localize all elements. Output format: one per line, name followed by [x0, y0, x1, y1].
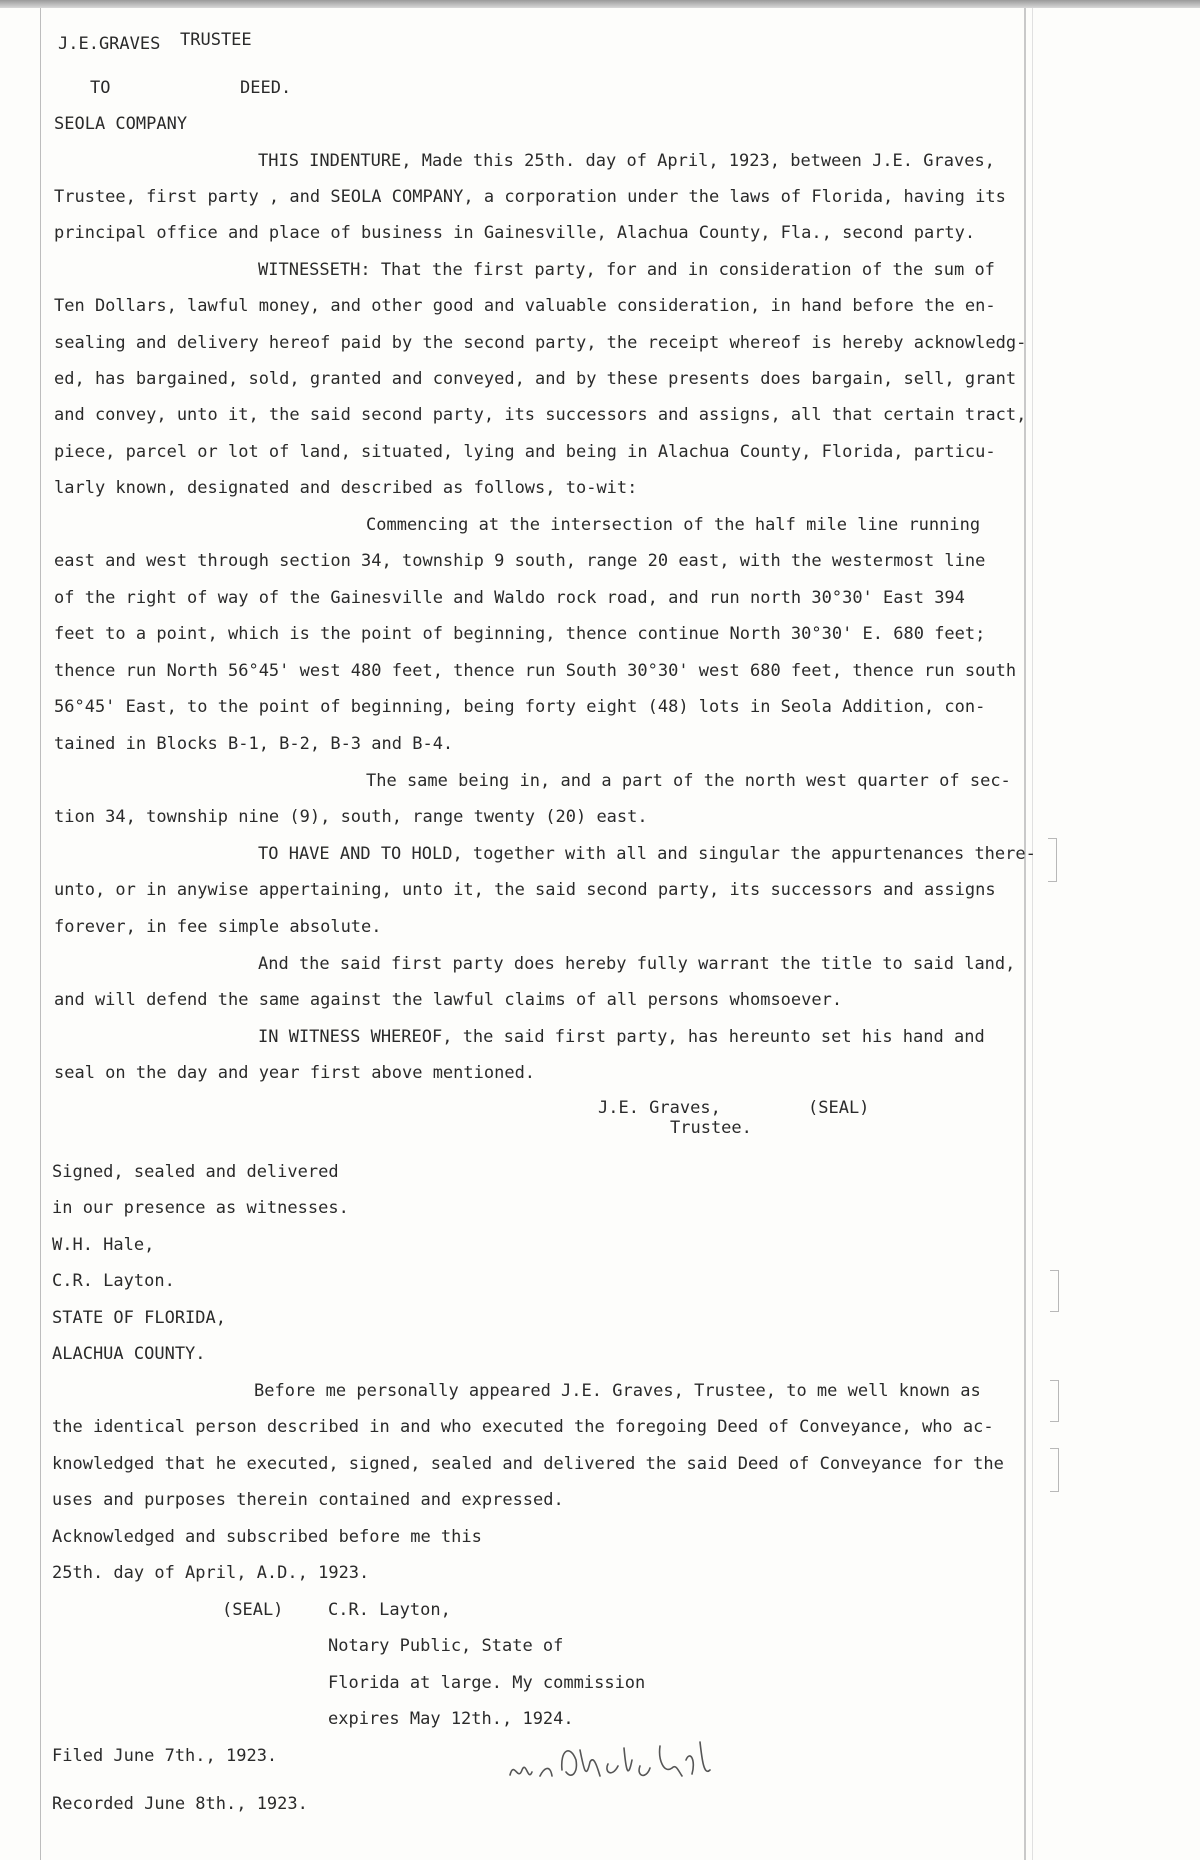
body-line: The same being in, and a part of the north west quarter of sec-: [366, 771, 1011, 791]
body-line: Trustee, first party , and SEOLA COMPANY, a corporation under the laws of Florida, having its: [54, 187, 1006, 207]
body-line: of the right of way of the Gainesville and Waldo rock road, and run north 30°30' East 394: [54, 588, 965, 608]
body-line: larly known, designated and described as follows, to-wit:: [54, 478, 638, 498]
witness-line: ALACHUA COUNTY.: [52, 1344, 206, 1364]
notary-line: Florida at large. My commission: [328, 1673, 646, 1693]
body-line: unto, or in anywise appertaining, unto it, the said second party, its successors and assigns: [54, 880, 996, 900]
top-border: [0, 0, 1200, 8]
body-line: THIS INDENTURE, Made this 25th. day of April, 1923, between J.E. Graves,: [258, 151, 995, 171]
filed-date: Filed June 7th., 1923.: [52, 1746, 278, 1766]
header-to: TO: [90, 78, 111, 98]
notary-seal: (SEAL): [222, 1600, 284, 1620]
header-grantor-role: TRUSTEE: [180, 30, 252, 50]
right-margin-line: [1024, 8, 1026, 1860]
body-line: east and west through section 34, township 9 south, range 20 east, with the westermost line: [54, 551, 986, 571]
header-doc-type: DEED.: [240, 78, 292, 98]
body-line: feet to a point, which is the point of beginning, thence continue North 30°30' E. 680 feet;: [54, 624, 986, 644]
body-line: WITNESSETH: That the first party, for and in consideration of the sum of: [258, 260, 995, 280]
body-line: IN WITNESS WHEREOF, the said first party, has hereunto set his hand and: [258, 1027, 985, 1047]
body-line: ed, has bargained, sold, granted and conveyed, and by these presents does bargain, sell, grant: [54, 369, 1017, 389]
body-line: TO HAVE AND TO HOLD, together with all and singular the appurtenances there-: [258, 844, 1036, 864]
notary-line: C.R. Layton,: [328, 1600, 451, 1620]
body-line: principal office and place of business in Gainesville, Alachua County, Fla., second party.: [54, 223, 976, 243]
signature-title: Trustee.: [670, 1118, 752, 1138]
clerk-signature-image: [500, 1720, 740, 1800]
body-line: tained in Blocks B-1, B-2, B-3 and B-4.: [54, 734, 454, 754]
acknowledgment-line: 25th. day of April, A.D., 1923.: [52, 1563, 370, 1583]
margin-bracket: [1050, 1448, 1059, 1492]
acknowledgment-line: Acknowledged and subscribed before me this: [52, 1527, 482, 1547]
body-line: Commencing at the intersection of the half mile line running: [366, 515, 981, 535]
body-line: Ten Dollars, lawful money, and other good and valuable consideration, in hand before the en-: [54, 296, 996, 316]
body-line: 56°45' East, to the point of beginning, being forty eight (48) lots in Seola Addition, con-: [54, 697, 986, 717]
witness-line: W.H. Hale,: [52, 1235, 155, 1255]
margin-bracket: [1050, 1270, 1059, 1312]
body-line: and will defend the same against the lawful claims of all persons whomsoever.: [54, 990, 843, 1010]
body-line: tion 34, township nine (9), south, range twenty (20) east.: [54, 807, 648, 827]
witness-line: STATE OF FLORIDA,: [52, 1308, 226, 1328]
right-margin-line-secondary: [1032, 8, 1033, 1860]
acknowledgment-line: the identical person described in and who executed the foregoing Deed of Conveyance, who ac-: [52, 1417, 994, 1437]
margin-bracket: [1048, 838, 1057, 882]
witness-line: Signed, sealed and delivered: [52, 1162, 339, 1182]
notary-line: Notary Public, State of: [328, 1636, 564, 1656]
body-line: forever, in fee simple absolute.: [54, 917, 382, 937]
margin-bracket: [1050, 1380, 1059, 1422]
witness-line: in our presence as witnesses.: [52, 1198, 349, 1218]
body-line: and convey, unto it, the said second party, its successors and assigns, all that certain tract,: [54, 405, 1027, 425]
header-grantor: J.E.GRAVES: [58, 34, 161, 54]
acknowledgment-line: knowledged that he executed, signed, sealed and delivered the said Deed of Conveyance for the: [52, 1454, 1004, 1474]
acknowledgment-line: uses and purposes therein contained and expressed.: [52, 1490, 564, 1510]
header-grantee: SEOLA COMPANY: [54, 114, 188, 134]
witness-line: C.R. Layton.: [52, 1271, 175, 1291]
notary-line: expires May 12th., 1924.: [328, 1709, 574, 1729]
signature-seal: (SEAL): [808, 1098, 870, 1118]
left-margin-line: [40, 8, 41, 1860]
body-line: piece, parcel or lot of land, situated, lying and being in Alachua County, Florida, particu-: [54, 442, 996, 462]
acknowledgment-line: Before me personally appeared J.E. Graves, Trustee, to me well known as: [254, 1381, 981, 1401]
body-line: thence run North 56°45' west 480 feet, thence run South 30°30' west 680 feet, thence run south: [54, 661, 1017, 681]
body-line: And the said first party does hereby fully warrant the title to said land,: [258, 954, 1016, 974]
recorded-date: Recorded June 8th., 1923.: [52, 1794, 308, 1814]
signature-name: J.E. Graves,: [598, 1098, 721, 1118]
body-line: seal on the day and year first above mentioned.: [54, 1063, 536, 1083]
body-line: sealing and delivery hereof paid by the second party, the receipt whereof is hereby acknowledg-: [54, 333, 1027, 353]
